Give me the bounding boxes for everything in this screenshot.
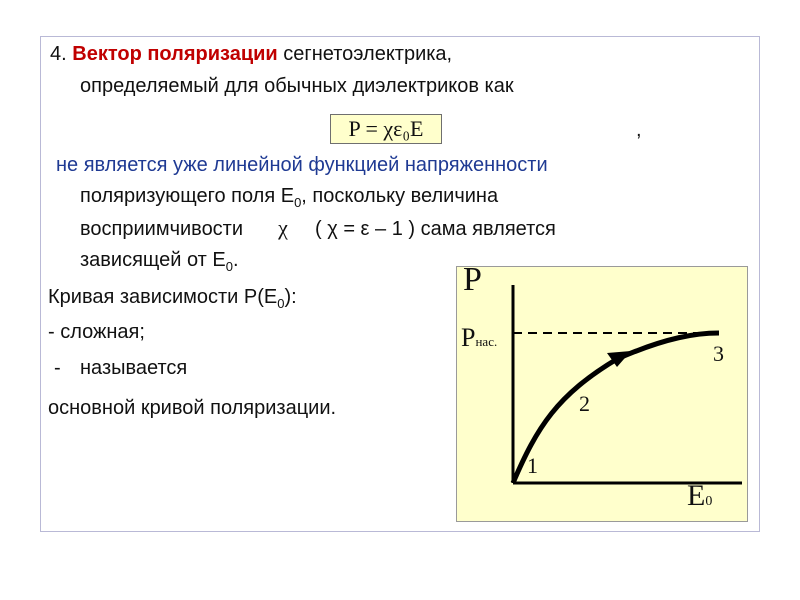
text-line-3: не является уже линейной функцией напряженности [56,154,548,176]
line4-sub: 0 [294,195,302,210]
text-line-9: называется [80,357,188,379]
saturation-label [461,323,497,353]
line7-post: ): [284,286,297,308]
text-line-6 [80,248,239,279]
line6-sub: 0 [225,259,233,274]
text-line-5 [80,216,556,241]
sat-label-main: P [461,323,476,352]
text-line-4 [80,184,498,215]
line4-post: , поскольку величина [301,185,499,207]
x-label-sub: 0 [705,494,713,509]
point-2-label: 2 [579,391,590,416]
point-1-label: 1 [527,453,538,478]
text-line-10: основной кривой поляризации. [48,397,337,419]
heading-line [50,42,452,66]
sat-label-sub: нас. [475,334,498,349]
line6-pre: зависящей от E [80,249,226,271]
line5-a: восприимчивости [80,218,244,240]
heading-rest: сегнетоэлектрика, [277,43,453,65]
y-axis-label: P [463,261,482,298]
point-3-label: 3 [713,341,724,366]
chi-symbol: χ [278,215,288,240]
x-axis-label [687,479,712,513]
line6-post: . [232,249,239,271]
x-label-main: E [687,479,706,512]
line7-pre: Кривая зависимости P(E [48,286,278,308]
formula-box: P = χε₀E [330,114,442,144]
heading-bold: Вектор поляризации [72,43,278,65]
text-line-7 [48,285,297,316]
polarization-graph [456,261,748,522]
formula-comma: , [636,119,642,141]
item-number: 4. [50,43,67,65]
line7-sub: 0 [277,296,285,311]
bullet-dash: - [54,357,61,379]
text-line-2: определяемый для обычных диэлектриков как [80,75,514,97]
line5-b: ( χ = ε – 1 ) сама является [315,218,556,240]
text-line-8: - сложная; [48,321,145,343]
line4-pre: поляризующего поля E [80,185,295,207]
